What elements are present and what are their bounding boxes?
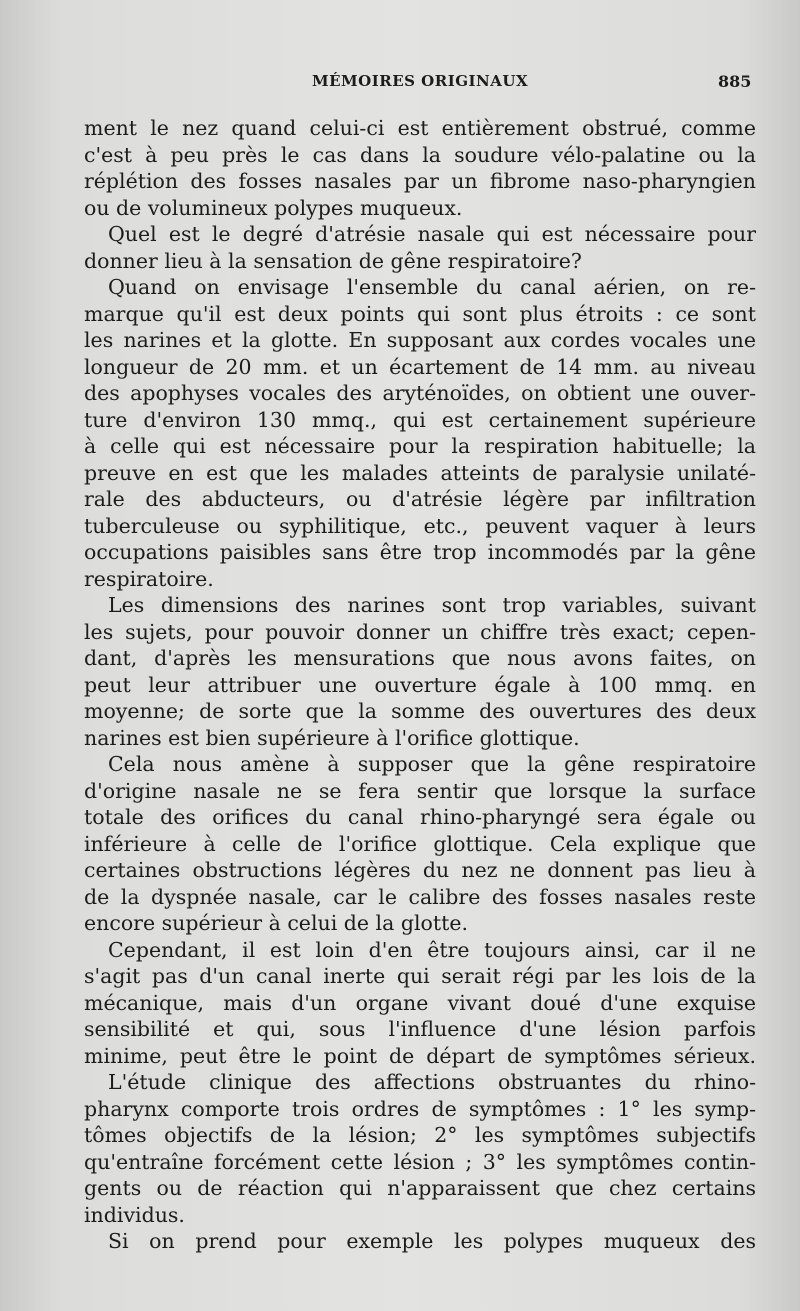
text-line: respiratoire.	[84, 566, 214, 591]
text-line: Cela nous amène à supposer que la gêne respiratoire	[108, 752, 756, 776]
text-line: ou de volumineux polypes muqueux.	[84, 195, 463, 220]
text-line: L'étude clinique des affections obstruantes du rhino-	[108, 1070, 756, 1094]
text-line: Quel est le degré d'atrésie nasale qui est nécessaire pour	[108, 222, 756, 246]
text-line: d'origine nasale ne se fera sentir que lorsque la surface	[84, 778, 756, 803]
text-line: Les dimensions des narines sont trop variables, suivant	[108, 593, 756, 617]
text-line: individus.	[84, 1202, 185, 1227]
text-line: tômes objectifs de la lésion; 2° les symptômes subjectifs	[84, 1123, 756, 1147]
text-line: tuberculeuse ou syphilitique, etc., peuvent vaquer à leurs	[84, 513, 756, 538]
text-line: narines est bien supérieure à l'orifice glottique.	[84, 725, 580, 750]
text-line: réplétion des fosses nasales par un fibrome naso-pharyngien	[84, 169, 756, 193]
text-line: à celle qui est nécessaire pour la respiration habituelle; la	[84, 434, 756, 458]
text-line: gents ou de réaction qui n'apparaissent que chez certains	[84, 1176, 756, 1200]
text-line: Quand on envisage l'ensemble du canal aérien, on re-	[108, 275, 756, 299]
running-head-title: MÉMOIRES ORIGINAUX	[312, 72, 529, 90]
text-line: preuve en est que les malades atteints de paralysie unilaté-	[84, 460, 756, 485]
text-line: marque qu'il est deux points qui sont plus étroits : ce sont	[84, 301, 756, 326]
text-line: inférieure à celle de l'orifice glottique. Cela explique que	[84, 831, 756, 856]
running-head	[0, 72, 800, 96]
text-line: c'est à peu près le cas dans la soudure vélo-palatine ou la	[84, 142, 756, 167]
text-line: peut leur attribuer une ouverture égale à 100 mmq. en	[84, 672, 756, 697]
body-text	[84, 115, 756, 1255]
text-line: dant, d'après les mensurations que nous avons faites, on	[84, 646, 756, 670]
text-line: Cependant, il est loin d'en être toujours ainsi, car il ne	[108, 937, 756, 962]
text-line: des apophyses vocales des aryténoïdes, on obtient une ouver-	[84, 381, 756, 405]
text-line: pharynx comporte trois ordres de symptômes : 1° les symp-	[84, 1096, 756, 1121]
text-line: ture d'environ 130 mmq., qui est certainement supérieure	[84, 407, 756, 432]
text-line: Si on prend pour exemple les polypes muqueux des	[108, 1229, 756, 1253]
text-line: les narines et la glotte. En supposant aux cordes vocales une	[84, 328, 756, 352]
text-line: ment le nez quand celui-ci est entièrement obstrué, comme	[84, 116, 756, 140]
text-line: rale des abducteurs, ou d'atrésie légère par infiltration	[84, 487, 756, 511]
text-line: qu'entraîne forcément cette lésion ; 3° les symptômes contin-	[84, 1149, 756, 1174]
text-line: certaines obstructions légères du nez ne donnent pas lieu à	[84, 858, 756, 882]
text-line: s'agit pas d'un canal inerte qui serait régi par les lois de la	[84, 964, 756, 988]
text-line: mécanique, mais d'un organe vivant doué d'une exquise	[84, 990, 756, 1015]
text-line: donner lieu à la sensation de gêne respiratoire?	[84, 248, 582, 273]
text-line: les sujets, pour pouvoir donner un chiffre très exact; cepen-	[84, 619, 756, 644]
page-number: 885	[718, 72, 752, 91]
text-line: totale des orifices du canal rhino-pharyngé sera égale ou	[84, 805, 756, 829]
text-line: longueur de 20 mm. et un écartement de 14 mm. au niveau	[84, 354, 756, 379]
text-line: occupations paisibles sans être trop incommodés par la gêne	[84, 540, 756, 564]
text-line: encore supérieur à celui de la glotte.	[84, 911, 468, 935]
text-line: sensibilité et qui, sous l'influence d'une lésion parfois	[84, 1017, 756, 1041]
text-line: minime, peut être le point de départ de symptômes sérieux.	[84, 1043, 756, 1068]
text-line: moyenne; de sorte que la somme des ouvertures des deux	[84, 699, 756, 723]
text-line: de la dyspnée nasale, car le calibre des fosses nasales reste	[84, 884, 756, 909]
